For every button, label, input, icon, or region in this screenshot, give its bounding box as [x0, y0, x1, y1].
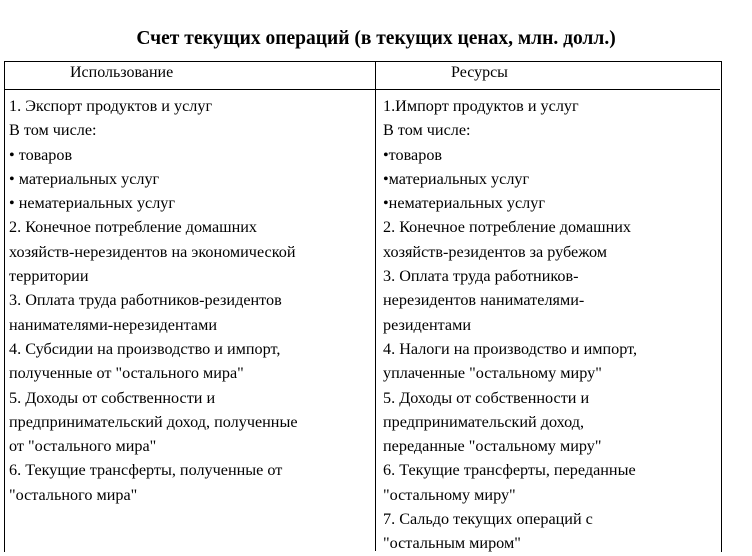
usage-line: хозяйств-нерезидентов на экономической — [9, 242, 296, 261]
column-header-resources: Ресурсы — [451, 64, 508, 81]
resources-line: нерезидентов нанимателями- — [383, 291, 585, 310]
usage-line: "остального мира" — [9, 485, 138, 504]
usage-line: В том числе: — [9, 121, 97, 140]
column-header-usage: Использование — [70, 64, 174, 81]
resources-line: 3. Оплата труда работников- — [383, 267, 579, 286]
resources-line: •нематериальных услуг — [383, 194, 545, 213]
resources-line: хозяйств-резидентов за рубежом — [383, 242, 608, 261]
resources-line: резидентами — [383, 315, 471, 334]
usage-line: 4. Субсидии на производство и импорт, — [9, 339, 281, 358]
usage-line: • материальных услуг — [9, 169, 160, 188]
usage-line: 3. Оплата труда работников-резидентов — [9, 291, 282, 310]
usage-line: предпринимательский доход, полученные — [9, 412, 298, 431]
usage-column — [9, 94, 371, 507]
usage-line: 2. Конечное потребление домашних — [9, 218, 258, 237]
resources-line: переданные "остальному миру" — [383, 437, 602, 456]
column-divider — [375, 61, 376, 551]
resources-line: 4. Налоги на производство и импорт, — [383, 339, 638, 358]
resources-line: предпринимательский доход, — [383, 412, 585, 431]
resources-line: уплаченные "остальному миру" — [383, 364, 602, 383]
usage-line: нанимателями-нерезидентами — [9, 315, 217, 334]
header-divider — [4, 89, 720, 90]
usage-line: • товаров — [9, 145, 73, 164]
resources-line: 2. Конечное потребление домашних — [383, 218, 632, 237]
resources-column — [383, 94, 717, 556]
resources-line: "остальным миром" — [383, 534, 521, 553]
usage-line: территории — [9, 267, 89, 286]
usage-line: • нематериальных услуг — [9, 194, 176, 213]
page-title: Счет текущих операций (в текущих ценах, млн. долл.) — [136, 28, 616, 49]
resources-line: 6. Текущие трансферты, переданные — [383, 461, 636, 480]
usage-line: от "остального мира" — [9, 437, 157, 456]
resources-line: 7. Сальдо текущих операций с — [383, 510, 593, 529]
usage-line: полученные от "остального мира" — [9, 364, 244, 383]
resources-line: В том числе: — [383, 121, 471, 140]
usage-line: 6. Текущие трансферты, полученные от — [9, 461, 283, 480]
resources-line: 1.Импорт продуктов и услуг — [383, 97, 579, 115]
resources-line: •товаров — [383, 145, 443, 164]
usage-line: 5. Доходы от собственности и — [9, 388, 216, 407]
usage-line: 1. Экспорт продуктов и услуг — [9, 97, 213, 115]
resources-line: •материальных услуг — [383, 169, 530, 188]
resources-line: "остальному миру" — [383, 485, 516, 504]
resources-line: 5. Доходы от собственности и — [383, 388, 590, 407]
